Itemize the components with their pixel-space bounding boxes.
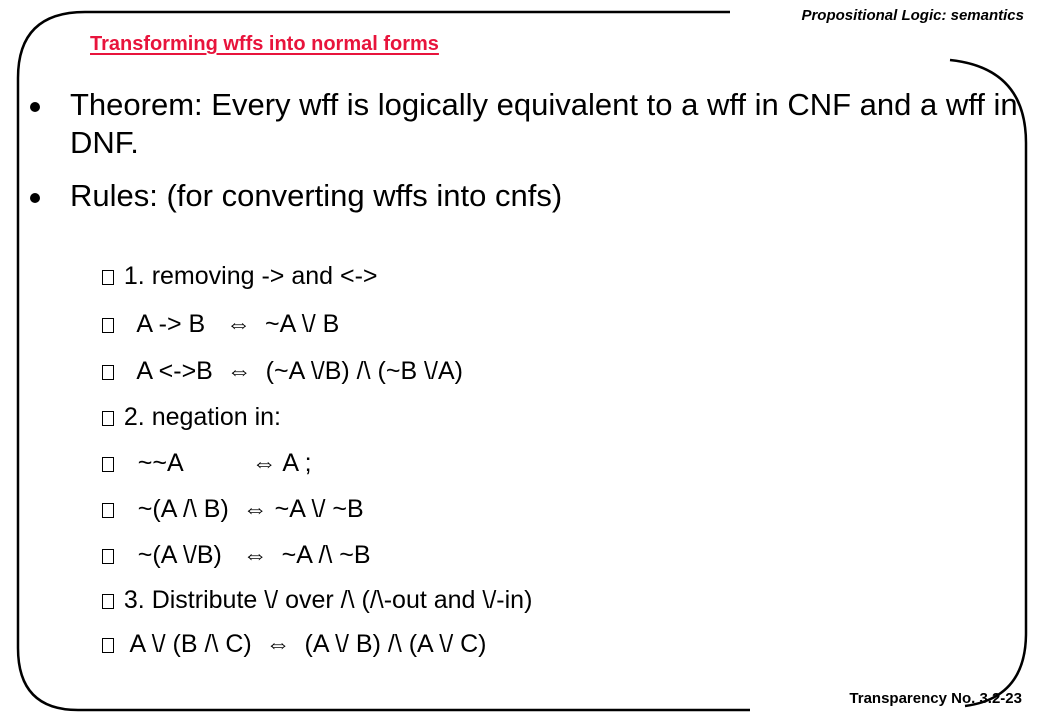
- transparency-number: Transparency No. 3.2-23: [849, 690, 1022, 707]
- section-title: Propositional Logic: semantics: [801, 7, 1024, 24]
- bullet-dot-icon: [30, 193, 40, 203]
- square-bullet-icon: [102, 638, 114, 653]
- equivalence-arrow: ⇔: [242, 541, 268, 569]
- rule-left: ~~A: [123, 449, 231, 477]
- equivalence-arrow: ⇔: [251, 449, 277, 477]
- equivalence-arrow: ⇔: [242, 495, 268, 523]
- bullet-text: Theorem: Every wff is logically equivalent to a wff in CNF and a wff in DNF.: [70, 87, 1018, 161]
- rule-text: 2. negation in:: [123, 403, 281, 431]
- rule-left: ~(A \/B): [123, 541, 222, 569]
- rule-left: A <->B: [123, 357, 213, 385]
- rule-text: 3. Distribute \/ over /\ (/\-out and \/-in): [123, 586, 533, 614]
- bullet-dot-icon: [30, 102, 40, 112]
- rule-left: A \/ (B /\ C): [123, 630, 252, 658]
- equivalence-arrow: ⇔: [265, 630, 291, 658]
- rule-left: A -> B: [123, 310, 206, 338]
- rule-right: ~A /\ ~B: [274, 541, 371, 569]
- slide-title: Transforming wffs into normal forms: [90, 33, 439, 55]
- rule-item: [88, 601, 487, 659]
- rule-right: (~A \/B) /\ (~B \/A): [265, 357, 463, 385]
- rule-right: A ;: [282, 449, 312, 477]
- bullet-text: Rules: (for converting wffs into cnfs): [70, 178, 563, 213]
- rule-right: ~A \/ ~B: [274, 495, 364, 523]
- equivalence-arrow: ⇔: [226, 357, 252, 385]
- rule-right: (A \/ B) /\ (A \/ C): [304, 630, 487, 658]
- rule-text: 1. removing -> and <->: [123, 262, 378, 290]
- rule-left: ~(A /\ B): [123, 495, 229, 523]
- rule-right: ~A \/ B: [264, 310, 340, 338]
- equivalence-arrow: ⇔: [226, 310, 252, 338]
